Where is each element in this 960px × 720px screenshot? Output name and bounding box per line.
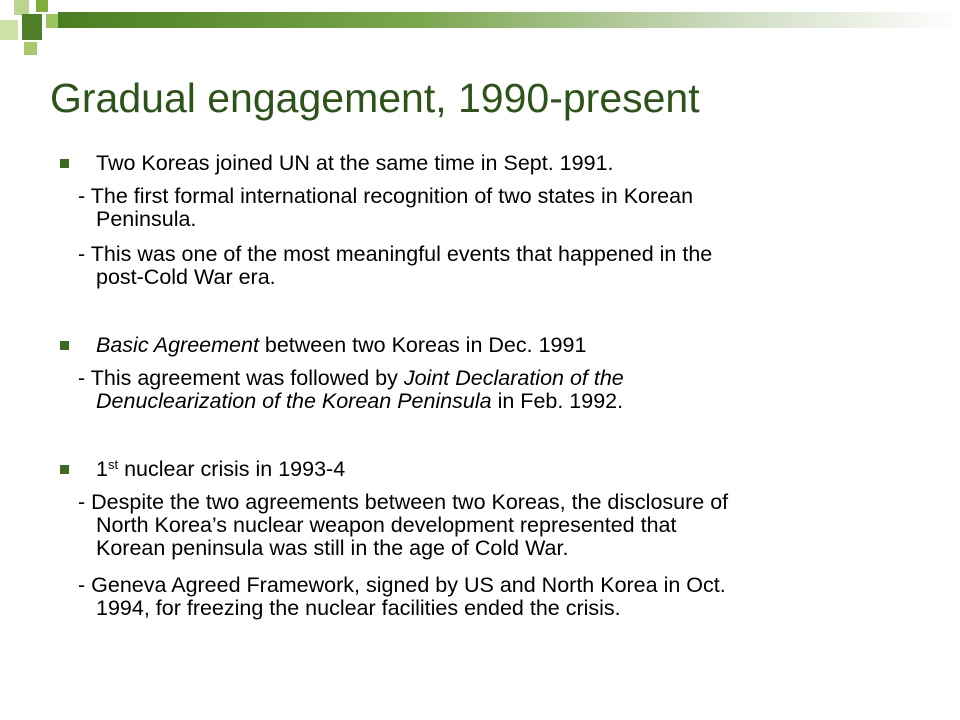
sub-point-recognition (60, 185, 890, 231)
sub-point-joint-declaration (60, 367, 890, 413)
bullet-italic-text: Basic Agreement (96, 333, 259, 357)
sub-point-italic-text: Joint Declaration of the (403, 366, 624, 390)
bullet-rest-text: nuclear crisis in 1993-4 (118, 457, 346, 481)
bullet-number-text: 1 (96, 457, 108, 481)
sub-point-line: post-Cold War era. (96, 265, 276, 289)
square-bullet-icon (60, 159, 69, 168)
sub-point-line (60, 367, 890, 390)
sub-point-geneva-framework (60, 574, 890, 620)
sub-point-line: - Despite the two agreements between two Koreas, the disclosure of (78, 490, 729, 514)
bullet-rest-text: between two Koreas in Dec. 1991 (258, 333, 587, 357)
bullet-superscript-text: st (107, 457, 119, 472)
bullet-text (96, 457, 345, 481)
sub-point-line (60, 390, 890, 413)
sub-point-text: in Feb. 1992. (491, 389, 624, 413)
bullet-text: Two Koreas joined UN at the same time in Sept. 1991. (96, 151, 614, 175)
sub-point-line: Peninsula. (96, 207, 197, 231)
sub-point-line: - The first formal international recognition of two states in Korean (78, 184, 694, 208)
sub-point-post-cold-war (60, 243, 890, 289)
sub-point-line: - Geneva Agreed Framework, signed by US and North Korea in Oct. (78, 573, 726, 597)
slide-title: Gradual engagement, 1990-present (50, 75, 700, 121)
sub-point-line: 1994, for freezing the nuclear facilities ended the crisis. (96, 596, 621, 620)
square-bullet-icon (60, 341, 69, 350)
sub-point-text: - This agreement was followed by (78, 366, 404, 390)
bullet-text (96, 333, 586, 357)
square-bullet-icon (60, 465, 69, 474)
sub-point-line: North Korea’s nuclear weapon development represented that (96, 513, 677, 537)
sub-point-disclosure (60, 491, 890, 560)
sub-point-line: Korean peninsula was still in the age of Cold War. (96, 536, 569, 560)
sub-point-italic-text: Denuclearization of the Korean Peninsula (96, 389, 492, 413)
sub-point-line: - This was one of the most meaningful events that happened in the (78, 242, 713, 266)
